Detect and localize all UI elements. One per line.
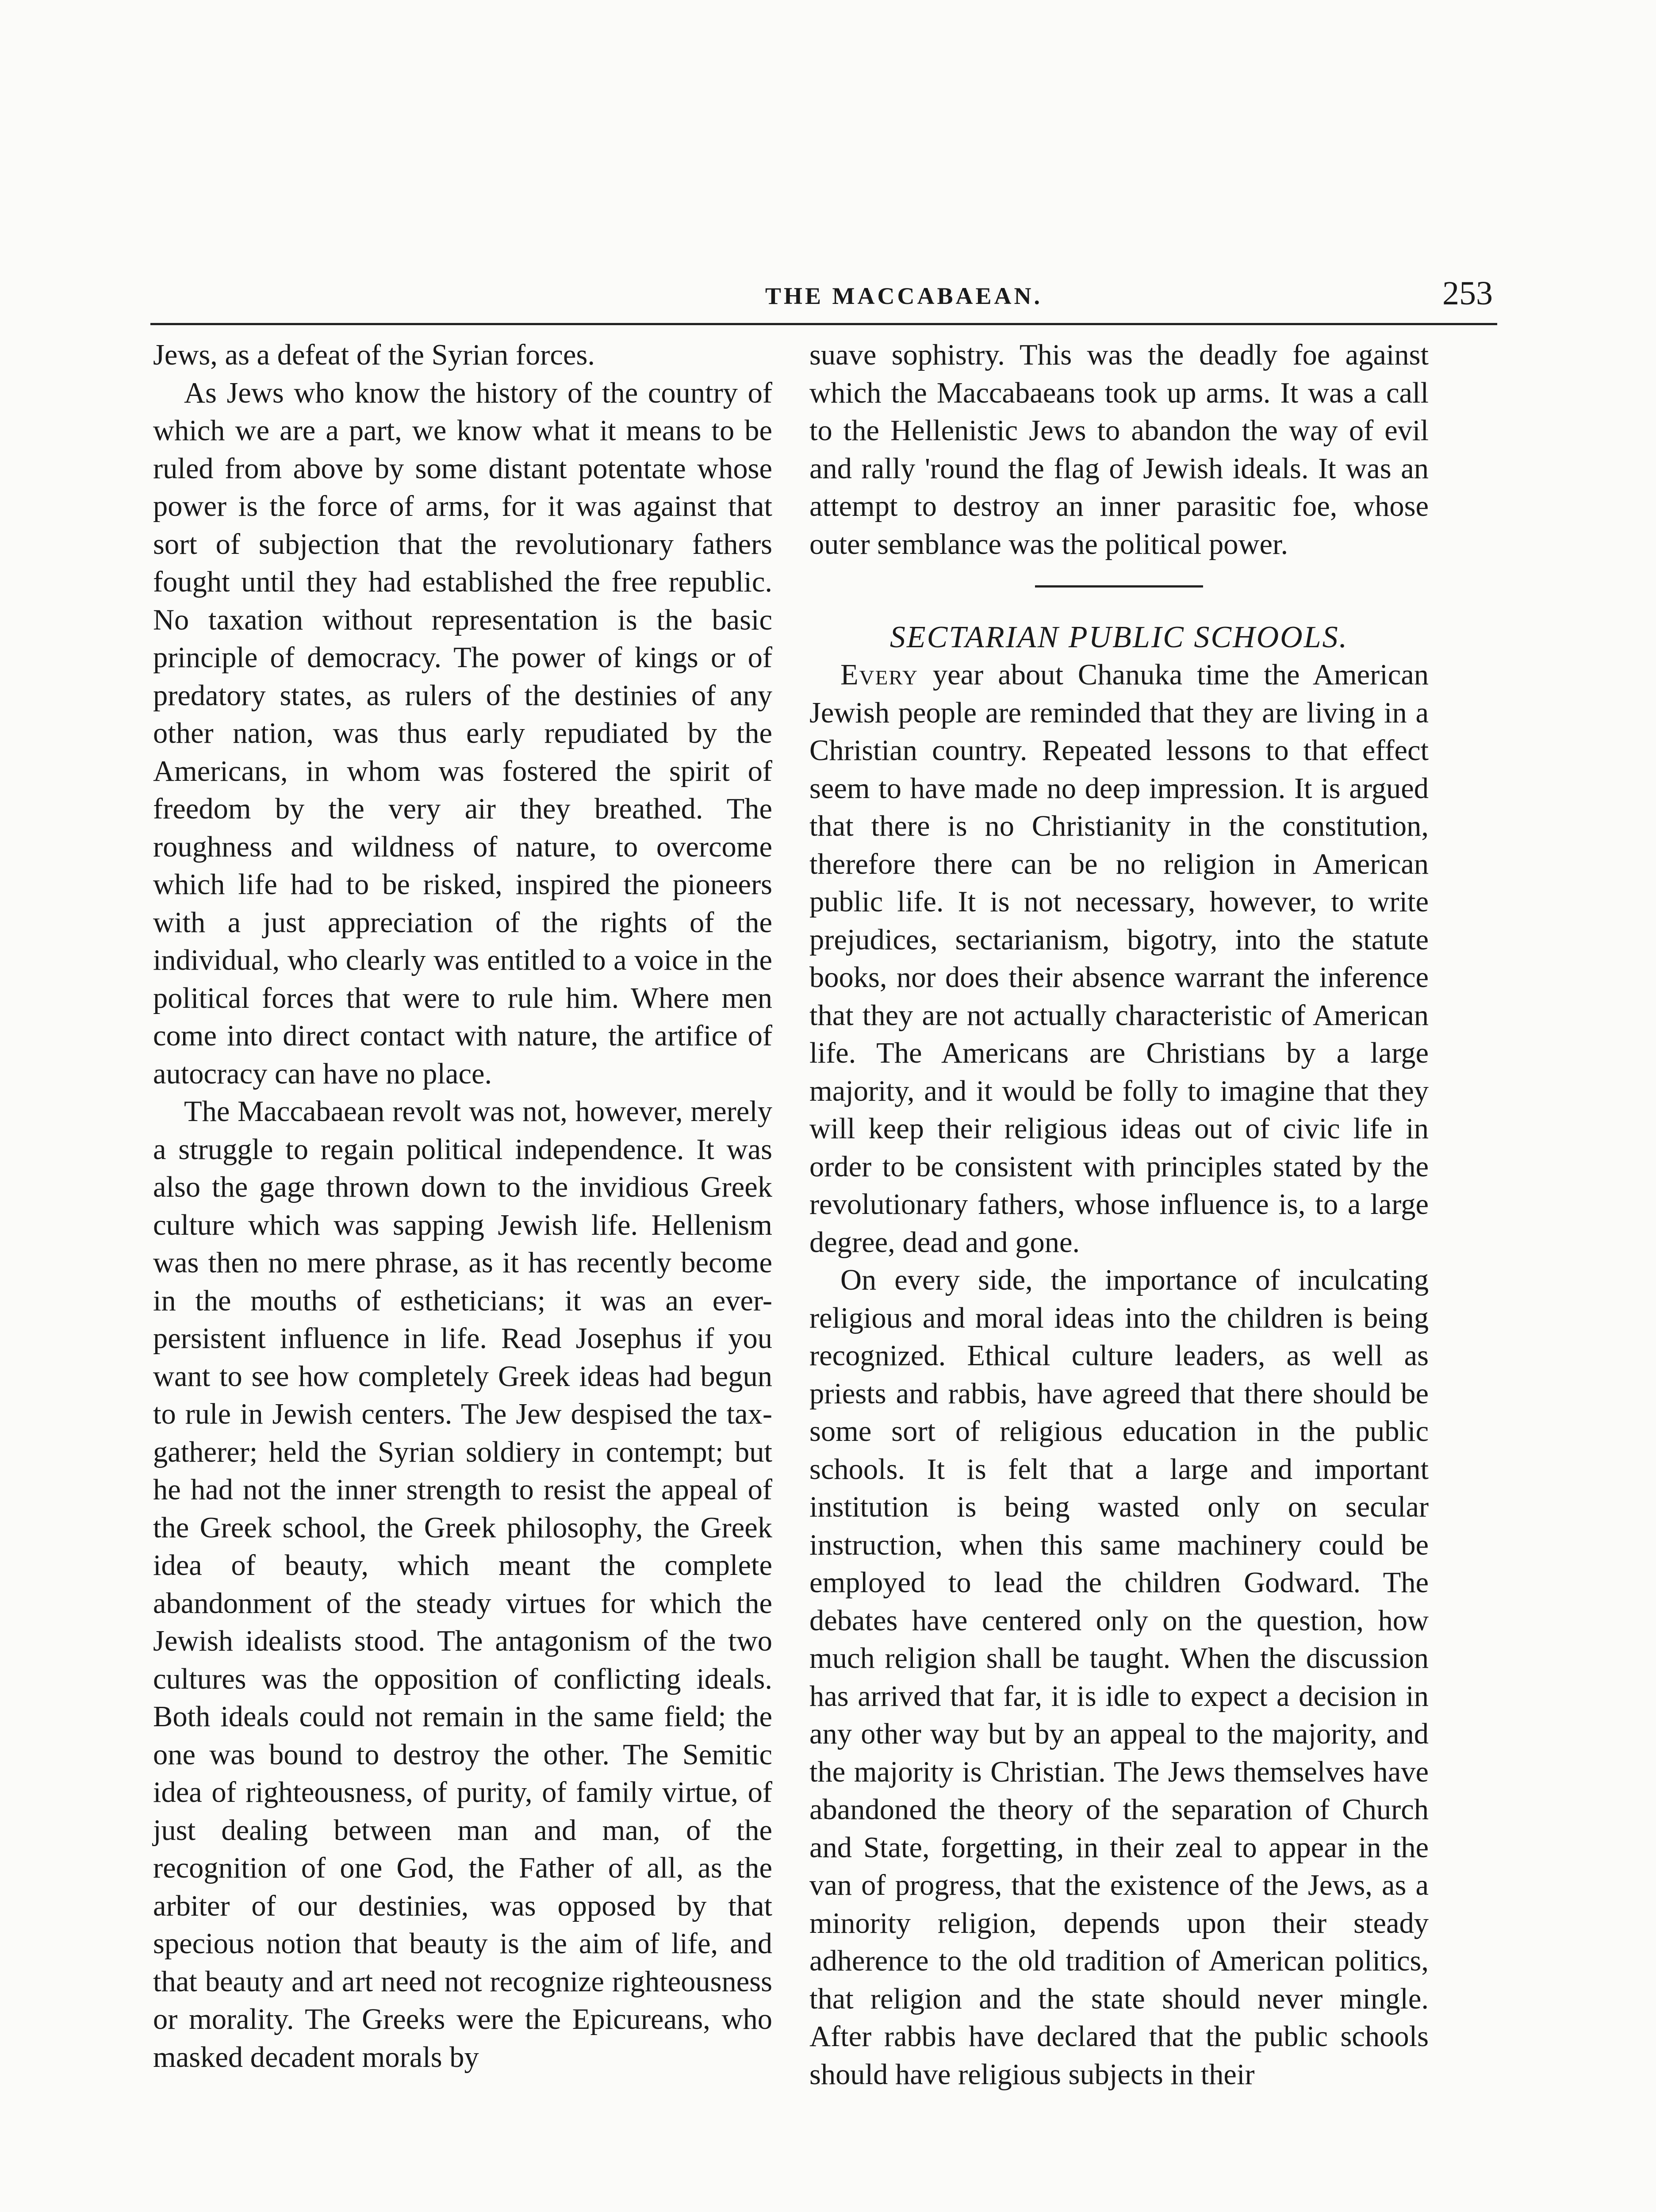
running-title: THE MACCABAEAN. [765,283,1043,309]
paragraph: As Jews who know the history of the country of which we are a part, we know what it means to be ruled from above by some distant potentate whose power is the force of arms, for it was against that sort of subjection that the revolutionary fathers fought until they had established the free republic. No taxation without representation is the basic principle of democracy. The power of kings or of predatory states, as rulers of the destinies of any other nation, was thus early repudiated by the Americans, in whom was fostered the spirit of freedom by the very air they breathed. The roughness and wildness of nature, to overcome which life had to be risked, inspired the pioneers with a just appreciation of the rights of the individual, who clearly was entitled to a voice in the political forces that were to rule him. Where men come into direct contact with nature, the artifice of autocracy can have no place. [153,376,772,1090]
page-header [150,274,1497,325]
section-heading: SECTARIAN PUBLIC SCHOOLS. [889,620,1349,654]
drop-word: Every [840,659,918,691]
paragraph-text: year about Chanuka time the American Jewish people are reminded that they are living in a Christian country. Repeated lessons to that effect seem to have made no deep impression. It is argued that there is no Christianity in the constitution, therefore there can be no religion in American public life. It is not necessary, however, to write prejudices, sectarianism, bigotry, into the statute books, nor does their absence warrant the inference that they are not actually characteristic of American life. The Americans are Christians by a large majority, and it would be folly to imagine that they will keep their religious ideas out of civic life in order to be consistent with principles stated by the revolutionary fathers, whose influence is, to a large degree, dead and gone. [809,659,1429,1259]
page-number: 253 [1442,275,1493,312]
paragraph: suave sophistry. This was the deadly foe against which the Maccabaeans took up arms. It was a call to the Hellenistic Jews to abandon the way of evil and rally 'round the flag of Jewish ideals. It was an attempt to destroy an inner parasitic foe, whose outer semblance was the political power. [809,339,1429,561]
paragraph [809,656,1429,1261]
right-column [809,336,1429,2093]
paragraph: The Maccabaean revolt was not, however, merely a struggle to regain political independence. It was also the gage thrown down to the invidious Greek culture which was sapping Jewish life. Hellenism was then no mere phrase, as it has recently become in the mouths of estheticians; it was an ever-persistent influence in life. Read Josephus if you want to see how completely Greek ideas had begun to rule in Jewish centers. The Jew despised the tax-gatherer; held the Syrian soldiery in contempt; but he had not the inner strength to resist the appeal of the Greek school, the Greek philosophy, the Greek idea of beauty, which meant the complete abandonment of the steady virtues for which the Jewish idealists stood. The antagonism of the two cultures was the opposition of conflicting ideals. Both ideals could not remain in the same field; the one was bound to destroy the other. The Semitic idea of righteousness, of purity, of family virtue, of just dealing between man and man, of the recognition of one God, the Father of all, as the arbiter of our destinies, was opposed by that specious notion that beauty is the aim of life, and that beauty and art need not recognize righteousness or morality. The Greeks were the Epicureans, who masked decadent morals by [153,1095,772,2074]
left-column [153,336,772,2076]
section-divider [1035,585,1203,588]
paragraph: Jews, as a defeat of the Syrian forces. [153,339,595,371]
paragraph: On every side, the importance of inculcating religious and moral ideas into the children is being recognized. Ethical culture leaders, as well as priests and rabbis, have agreed that there should be some sort of religious education in the public schools. It is felt that a large and important institution is being wasted only on secular instruction, when this same machinery could be employed to lead the children Godward. The debates have centered only on the question, how much religion shall be taught. When the discussion has arrived that far, it is idle to expect a decision in any other way but by an appeal to the majority, and the majority is Christian. The Jews themselves have abandoned the theory of the separation of Church and State, forgetting, in their zeal to appear in the van of progress, that the existence of the Jews, as a minority religion, depends upon their steady adherence to the old tradition of American politics, that religion and the state should never mingle. After rabbis have declared that the public schools should have religious subjects in their [809,1264,1429,2091]
